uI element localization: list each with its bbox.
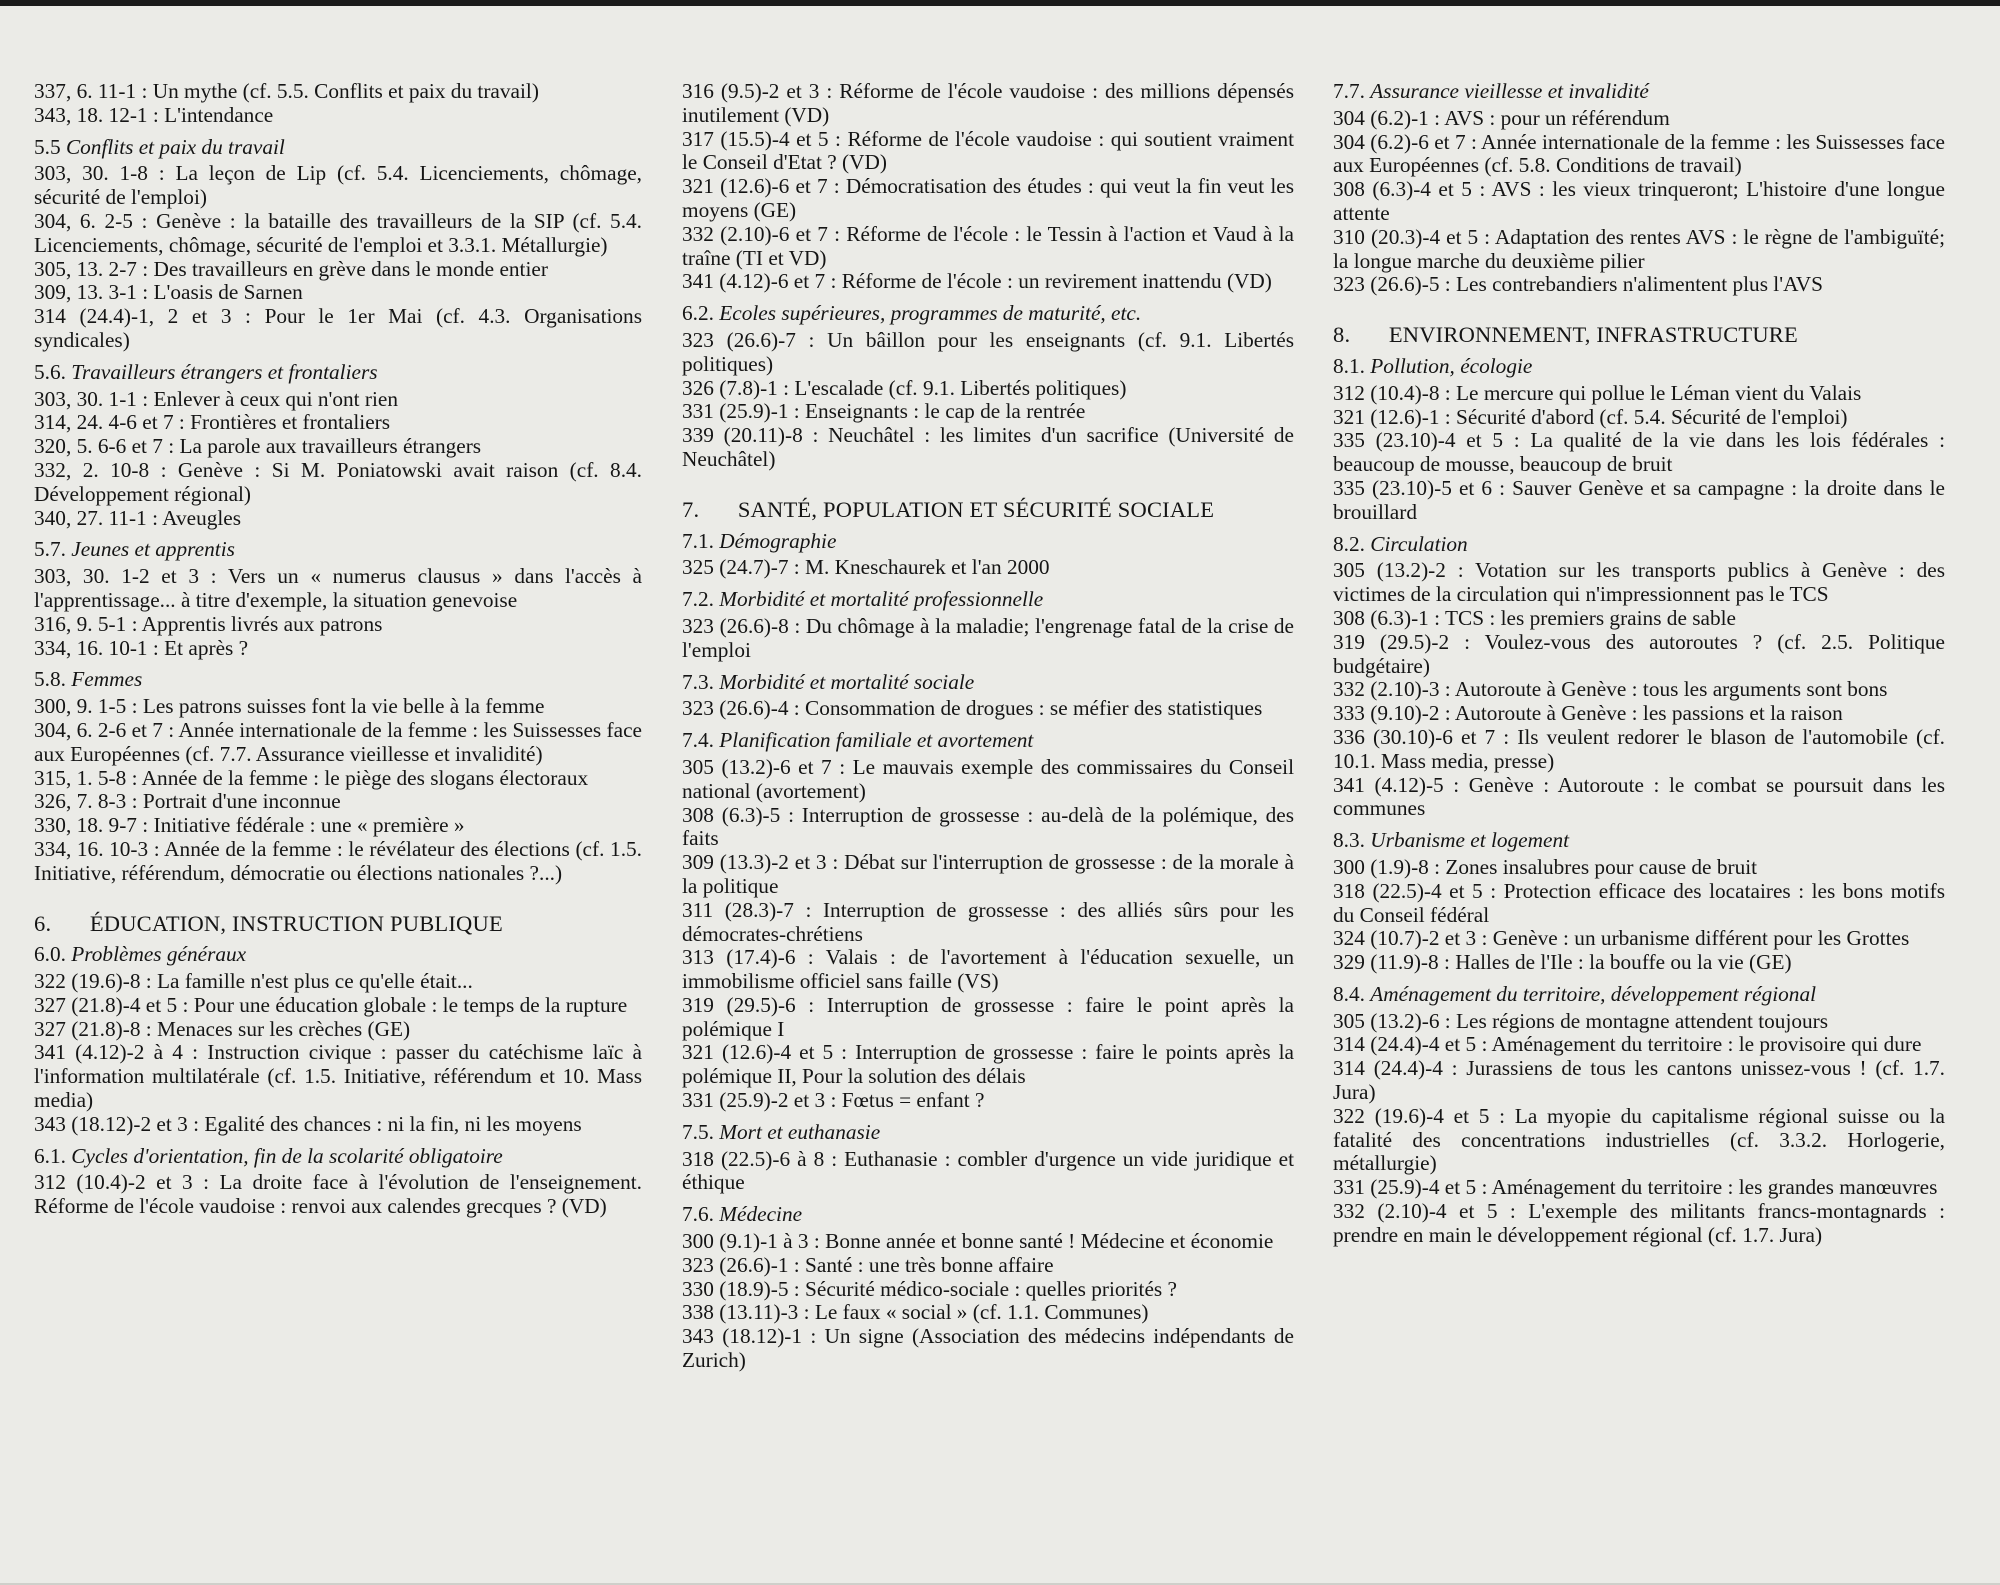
index-entry: 314, 24. 4-6 et 7 : Frontières et frontaliers <box>34 410 391 435</box>
heading-number: 5.5 <box>34 134 61 159</box>
index-entry: 334, 16. 10-1 : Et après ? <box>34 635 249 660</box>
index-entry: 325 (24.7)-7 : M. Kneschaurek et l'an 2000 <box>682 555 1050 580</box>
heading-number: 6.1. <box>34 1143 66 1168</box>
heading-title: Circulation <box>1370 531 1468 556</box>
heading-title: Problèmes généraux <box>71 942 247 967</box>
index-entry: 326 (7.8)-1 : L'escalade (cf. 9.1. Libertés politiques) <box>682 375 1127 400</box>
index-entry: 326, 7. 8-3 : Portrait d'une inconnue <box>34 789 341 814</box>
chapter-heading <box>34 912 642 936</box>
index-entry: 312 (10.4)-8 : Le mercure qui pollue le Léman vient du Valais <box>1333 380 1862 405</box>
index-entry: 317 (15.5)-4 et 5 : Réforme de l'école vaudoise : qui soutient vraiment le Conseil d'Etat ? (VD) <box>682 126 1294 175</box>
index-entry: 303, 30. 1-2 et 3 : Vers un « numerus clausus » dans l'accès à l'apprentissage... à titre d'exemple, la situation genevoise <box>34 564 642 612</box>
index-entry: 303, 30. 1-1 : Enlever à ceux qui n'ont rien <box>34 386 399 411</box>
index-entry: 323 (26.6)-7 : Un bâillon pour les enseignants (cf. 9.1. Libertés politiques) <box>682 327 1294 376</box>
index-entry: 314 (24.4)-4 : Jurassiens de tous les cantons unissez-vous ! (cf. 1.7. Jura) <box>1333 1056 1945 1105</box>
index-entry: 331 (25.9)-2 et 3 : Fœtus = enfant ? <box>682 1088 985 1113</box>
section-heading <box>1333 533 1945 557</box>
index-entry: 327 (21.8)-8 : Menaces sur les crèches (GE) <box>34 1016 411 1041</box>
heading-title: Démographie <box>719 528 837 553</box>
section-heading <box>1333 355 1945 379</box>
section-heading <box>682 1203 1294 1227</box>
index-entry: 312 (10.4)-2 et 3 : La droite face à l'évolution de l'enseignement. Réforme de l'école vaudoise : renvoi aux calendes grecques ? (VD) <box>34 1170 642 1219</box>
index-entry: 327 (21.8)-4 et 5 : Pour une éducation globale : le temps de la rupture <box>34 992 628 1017</box>
index-entry: 324 (10.7)-2 et 3 : Genève : un urbanisme différent pour les Grottes <box>1333 926 1910 951</box>
heading-number: 8. <box>1333 322 1351 348</box>
section-heading <box>34 1145 642 1169</box>
index-entry: 304 (6.2)-6 et 7 : Année internationale de la femme : les Suissesses face aux Européennes (cf. 5.8. Conditions de travail) <box>1333 129 1945 178</box>
section-heading <box>34 538 642 562</box>
heading-title: Aménagement du territoire, développement régional <box>1370 981 1817 1006</box>
index-entry: 330 (18.9)-5 : Sécurité médico-sociale : quelles priorités ? <box>682 1276 1177 1301</box>
index-entry: 316 (9.5)-2 et 3 : Réforme de l'école vaudoise : des millions dépensés inutilement (VD) <box>682 80 1294 127</box>
heading-title: Planification familiale et avortement <box>719 728 1034 753</box>
index-entry: 319 (29.5)-6 : Interruption de grossesse : faire le point après la polémique I <box>682 992 1294 1041</box>
heading-number: 7.1. <box>682 528 714 553</box>
index-entry: 341 (4.12)-2 à 4 : Instruction civique : passer du catéchisme laïc à l'information multilatérale (cf. 1.5. Initiative, référendum et 10. Mass media) <box>34 1040 642 1113</box>
index-entry: 316, 9. 5-1 : Apprentis livrés aux patrons <box>34 611 383 636</box>
heading-title: Morbidité et mortalité sociale <box>719 669 975 694</box>
index-entry: 311 (28.3)-7 : Interruption de grossesse : des alliés sûrs pour les démocrates-chrétiens <box>682 897 1294 946</box>
section-heading <box>682 530 1294 554</box>
index-entry: 323 (26.6)-1 : Santé : une très bonne affaire <box>682 1252 1054 1277</box>
index-entry: 321 (12.6)-4 et 5 : Interruption de grossesse : faire le points après la polémique II, Pour la solution des délais <box>682 1040 1294 1089</box>
index-entry: 322 (19.6)-4 et 5 : La myopie du capitalisme régional suisse ou la fatalité des concentrations industrielles (cf. 3.3.2. Horlogerie, métallurgie) <box>1333 1103 1945 1176</box>
index-entry: 332 (2.10)-6 et 7 : Réforme de l'école : le Tessin à l'action et Vaud à la traîne (TI et VD) <box>682 221 1294 270</box>
index-entry: 313 (17.4)-6 : Valais : de l'avortement à l'éducation sexuelle, un immobilisme officiel sans faille (VS) <box>682 945 1294 994</box>
heading-title: Cycles d'orientation, fin de la scolarité obligatoire <box>71 1143 503 1168</box>
index-entry: 319 (29.5)-2 : Voulez-vous des autoroutes ? (cf. 2.5. Politique budgétaire) <box>1333 629 1945 678</box>
index-entry: 343, 18. 12-1 : L'intendance <box>34 102 274 127</box>
index-entry: 338 (13.11)-3 : Le faux « social » (cf. 1.1. Communes) <box>682 1300 1149 1325</box>
heading-title: Ecoles supérieures, programmes de maturité, etc. <box>719 301 1142 326</box>
index-entry: 335 (23.10)-4 et 5 : La qualité de la vie dans les lois fédérales : beaucoup de mousse, beaucoup de bruit <box>1333 428 1945 477</box>
section-heading <box>682 671 1294 695</box>
index-entry: 305 (13.2)-6 et 7 : Le mauvais exemple des commissaires du Conseil national (avortement) <box>682 754 1294 803</box>
heading-title: Urbanisme et logement <box>1370 828 1570 853</box>
index-entry: 318 (22.5)-6 à 8 : Euthanasie : combler d'urgence un vide juridique et éthique <box>682 1146 1294 1195</box>
section-heading <box>34 943 642 967</box>
column-right <box>1333 80 1945 1540</box>
heading-title: Femmes <box>71 667 143 692</box>
heading-title: Conflits et paix du travail <box>65 134 285 159</box>
index-entry: 309, 13. 3-1 : L'oasis de Sarnen <box>34 280 303 305</box>
heading-number: 7.3. <box>682 669 714 694</box>
index-entry: 341 (4.12)-5 : Genève : Autoroute : le combat se poursuit dans les communes <box>1333 772 1945 821</box>
index-entry: 304, 6. 2-5 : Genève : la bataille des travailleurs de la SIP (cf. 5.4. Licenciements, chômage, sécurité de l'emploi et 3.3.1. Métallurgie) <box>34 208 642 257</box>
heading-number: 8.1. <box>1333 353 1365 378</box>
index-entry: 305 (13.2)-2 : Votation sur les transports publics à Genève : des victimes de la circulation qui n'impressionnent pas le TCS <box>1333 558 1945 607</box>
heading-title: Assurance vieillesse et invalidité <box>1370 80 1649 103</box>
index-entry: 341 (4.12)-6 et 7 : Réforme de l'école : un revirement inattendu (VD) <box>682 269 1272 294</box>
index-entry: 335 (23.10)-5 et 6 : Sauver Genève et sa campagne : la droite dans le brouillard <box>1333 475 1945 524</box>
index-entry: 314 (24.4)-1, 2 et 3 : Pour le 1er Mai (cf. 4.3. Organisations syndicales) <box>34 304 642 352</box>
column-left <box>34 80 642 1540</box>
section-heading <box>682 588 1294 612</box>
index-entry: 332 (2.10)-4 et 5 : L'exemple des militants francs-montagnards : prendre en main le développement régional (cf. 1.7. Jura) <box>1333 1199 1945 1247</box>
index-entry: 331 (25.9)-1 : Enseignants : le cap de la rentrée <box>682 399 1086 424</box>
index-entry: 304, 6. 2-6 et 7 : Année internationale de la femme : les Suissesses face aux Européennes (cf. 7.7. Assurance vieillesse et invalidité) <box>34 717 642 766</box>
heading-number: 5.6. <box>34 359 66 384</box>
chapter-heading <box>1333 323 1945 347</box>
heading-title: SANTÉ, POPULATION ET SÉCURITÉ SOCIALE <box>737 496 1215 522</box>
index-entry: 329 (11.9)-8 : Halles de l'Ile : la bouffe ou la vie (GE) <box>1333 950 1792 975</box>
heading-number: 8.2. <box>1333 531 1365 556</box>
index-entry: 310 (20.3)-4 et 5 : Adaptation des rentes AVS : le règne de l'ambiguïté; la longue marche du deuxième pilier <box>1333 224 1945 273</box>
heading-number: 7. <box>682 496 700 522</box>
heading-number: 5.8. <box>34 667 66 692</box>
index-entry: 343 (18.12)-2 et 3 : Egalité des chances : ni la fin, ni les moyens <box>34 1111 582 1136</box>
index-entry: 337, 6. 11-1 : Un mythe (cf. 5.5. Conflits et paix du travail) <box>34 80 539 103</box>
index-entry: 333 (9.10)-2 : Autoroute à Genève : les passions et la raison <box>1333 701 1843 726</box>
index-entry: 340, 27. 11-1 : Aveugles <box>34 505 242 530</box>
heading-number: 8.3. <box>1333 828 1365 853</box>
heading-number: 7.5. <box>682 1119 714 1144</box>
heading-number: 7.4. <box>682 728 714 753</box>
heading-number: 7.6. <box>682 1202 714 1227</box>
heading-number: 6. <box>34 910 52 936</box>
index-entry: 322 (19.6)-8 : La famille n'est plus ce qu'elle était... <box>34 969 473 994</box>
index-entry: 315, 1. 5-8 : Année de la femme : le piège des slogans électoraux <box>34 765 589 790</box>
index-entry: 332 (2.10)-3 : Autoroute à Genève : tous les arguments sont bons <box>1333 677 1888 702</box>
index-entry: 331 (25.9)-4 et 5 : Aménagement du territoire : les grandes manœuvres <box>1333 1175 1938 1200</box>
index-entry: 300 (1.9)-8 : Zones insalubres pour cause de bruit <box>1333 854 1758 879</box>
index-entry: 305 (13.2)-6 : Les régions de montagne attendent toujours <box>1333 1008 1829 1033</box>
heading-number: 8.4. <box>1333 981 1365 1006</box>
index-entry: 343 (18.12)-1 : Un signe (Association des médecins indépendants de Zurich) <box>682 1324 1294 1373</box>
section-heading <box>34 361 642 385</box>
index-entry: 321 (12.6)-1 : Sécurité d'abord (cf. 5.4. Sécurité de l'emploi) <box>1333 404 1848 429</box>
heading-title: Jeunes et apprentis <box>71 537 235 562</box>
index-entry: 332, 2. 10-8 : Genève : Si M. Poniatowski avait raison (cf. 8.4. Développement régional) <box>34 457 642 506</box>
section-heading <box>34 668 642 692</box>
index-entry: 300 (9.1)-1 à 3 : Bonne année et bonne santé ! Médecine et économie <box>682 1229 1274 1254</box>
heading-title: Travailleurs étrangers et frontaliers <box>71 359 378 384</box>
section-heading <box>1333 829 1945 853</box>
index-entry: 321 (12.6)-6 et 7 : Démocratisation des études : qui veut la fin veut les moyens (GE) <box>682 174 1294 222</box>
index-entry: 320, 5. 6-6 et 7 : La parole aux travailleurs étrangers <box>34 434 482 459</box>
section-heading <box>682 302 1294 326</box>
index-entry: 323 (26.6)-4 : Consommation de drogues : se méfier des statistiques <box>682 696 1263 721</box>
index-entry: 330, 18. 9-7 : Initiative fédérale : une « première » <box>34 813 465 838</box>
heading-number: 6.0. <box>34 942 66 967</box>
heading-title: Pollution, écologie <box>1370 353 1533 378</box>
section-heading <box>682 729 1294 753</box>
index-entry: 323 (26.6)-8 : Du chômage à la maladie; l'engrenage fatal de la crise de l'emploi <box>682 613 1294 662</box>
section-heading <box>1333 983 1945 1007</box>
index-entry: 304 (6.2)-1 : AVS : pour un référendum <box>1333 105 1670 130</box>
section-heading <box>1333 80 1945 104</box>
index-entry: 336 (30.10)-6 et 7 : Ils veulent redorer le blason de l'automobile (cf. 10.1. Mass media, presse) <box>1333 724 1945 773</box>
index-entry: 318 (22.5)-4 et 5 : Protection efficace des locataires : les bons motifs du Conseil fédéral <box>1333 878 1945 927</box>
heading-title: Mort et euthanasie <box>719 1119 881 1144</box>
index-entry: 323 (26.6)-5 : Les contrebandiers n'alimentent plus l'AVS <box>1333 272 1823 297</box>
heading-title: Médecine <box>719 1202 803 1227</box>
index-entry: 300, 9. 1-5 : Les patrons suisses font la vie belle à la femme <box>34 694 545 719</box>
chapter-heading <box>682 498 1294 522</box>
heading-number: 6.2. <box>682 301 714 326</box>
index-entry: 334, 16. 10-3 : Année de la femme : le révélateur des élections (cf. 1.5. Initiative, référendum, démocratie ou élections nationales ?...) <box>34 836 642 885</box>
heading-title: Morbidité et mortalité professionnelle <box>719 587 1044 612</box>
heading-number: 7.7. <box>1333 80 1365 103</box>
heading-title: ENVIRONNEMENT, INFRASTRUCTURE <box>1388 322 1798 348</box>
index-entry: 314 (24.4)-4 et 5 : Aménagement du territoire : le provisoire qui dure <box>1333 1032 1922 1057</box>
index-entry: 305, 13. 2-7 : Des travailleurs en grève dans le monde entier <box>34 256 548 281</box>
index-entry: 308 (6.3)-5 : Interruption de grossesse : au-delà de la polémique, des faits <box>682 802 1294 851</box>
section-heading <box>682 1121 1294 1145</box>
index-entry: 339 (20.11)-8 : Neuchâtel : les limites d'un sacrifice (Université de Neuchâtel) <box>682 423 1294 471</box>
column-middle <box>682 80 1294 1540</box>
index-entry: 303, 30. 1-8 : La leçon de Lip (cf. 5.4. Licenciements, chômage, sécurité de l'emploi) <box>34 161 642 210</box>
section-heading <box>34 136 642 160</box>
index-entry: 308 (6.3)-1 : TCS : les premiers grains de sable <box>1333 605 1736 630</box>
heading-number: 7.2. <box>682 587 714 612</box>
index-entry: 309 (13.3)-2 et 3 : Débat sur l'interruption de grossesse : de la morale à la politique <box>682 850 1294 898</box>
heading-number: 5.7. <box>34 537 66 562</box>
index-entry: 308 (6.3)-4 et 5 : AVS : les vieux trinqueront; L'histoire d'une longue attente <box>1333 177 1945 225</box>
heading-title: ÉDUCATION, INSTRUCTION PUBLIQUE <box>89 910 503 936</box>
